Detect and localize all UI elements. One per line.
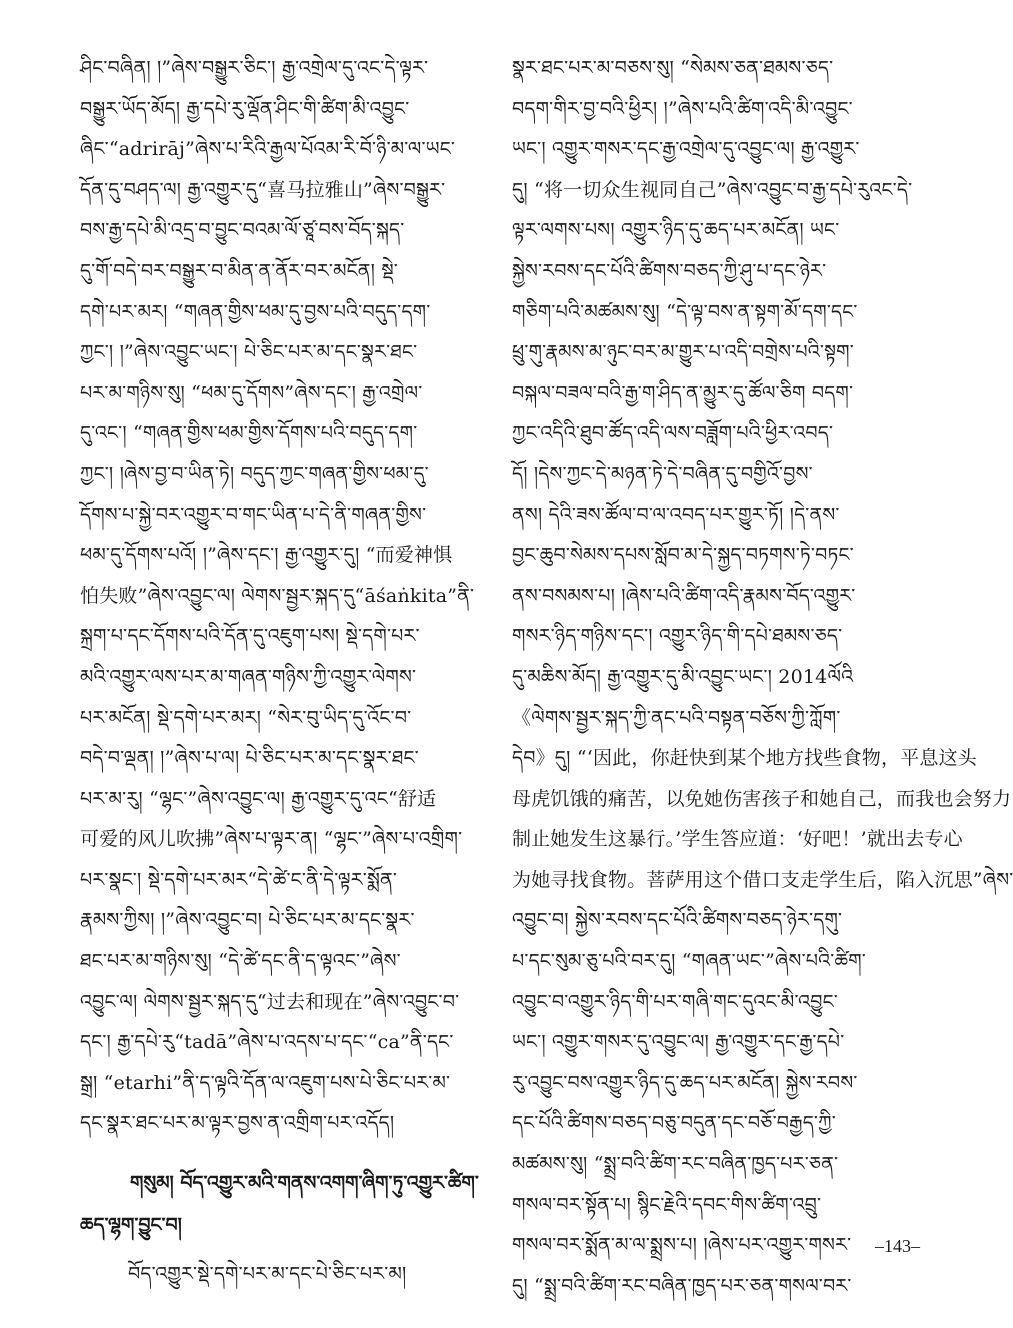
text-line: ཀྱང་། །”ཞེས་འབྱུང་ཡང་། པེ་ཅིང་པར་མ་དང་སྣར་ཐང་ [80, 341, 418, 364]
text-line: པར་མ་རུ། “ལྷང་”ཞེས་འབྱུང་ལ། རྒྱ་འགྱུར་དུ་འང“舒适 [80, 787, 437, 810]
text-line: པ་དང་སུམ་ཅུ་པའི་བར་དུ། “གཞན་ཡང་”ཞེས་པའི་ཚིག་ [512, 950, 866, 973]
text-line: དོགས་པ་སྐྱེ་བར་འགྱུར་བ་གང་ཡིན་པ་དེ་ནི་གཞན་གྱིས་ [80, 503, 427, 526]
text-line: ཡང་། འགྱུར་གསར་དང་རྒྱ་འགྲེལ་དུ་འབྱུང་ལ། རྒྱ་འགྱུར་ [512, 138, 860, 161]
text-line: ཤིང་བཞིན། །”ཞེས་བསྒྱུར་ཅིང་། རྒྱ་འགྲེལ་དུ་འང་དེ་ལྟར་ [80, 57, 429, 79]
text-line: ནས་བསམས་པ། །ཞེས་པའི་ཚིག་འདི་རྣམས་བོད་འགྱུར་ [512, 584, 856, 607]
text-line: 怕失败”ཞེས་འབྱུང་ལ། ལེགས་སྦྱར་སྐད་དུ“āśaṅkita”ནི་ [80, 584, 475, 607]
text-line: གསལ་བར་སྟོན་པ། སྙིང་རྗེའི་དབང་གིས་ཚིག་འབྲུ་ [512, 1193, 822, 1216]
text-line: ཕྲུ་གུ་རྣམས་མ་ཉུང་བར་མ་གྱུར་པ་འདི་བགྲེས་པའི་སྟག་ [512, 341, 854, 364]
text-line: ཆད་ལྷག་བྱུང་བ། [80, 1214, 182, 1237]
page-number: –143– [875, 1236, 920, 1256]
text-line: སྐྲག་པ་དང་དོགས་པའི་དོན་དུ་འཇུག་པས། སྡེ་དགེ་པར་ [80, 625, 420, 648]
text-line: ཕམ་དུ་དོགས་པའོ། །”ཞེས་དང་། རྒྱ་འགྱུར་དུ། “而爱神惧 [80, 544, 453, 567]
text-line: ལྟར་ལགས་པས། འགྱུར་ཉིད་དུ་ཆད་པར་མངོན། ཡང་ [512, 219, 840, 242]
text-line: 为她寻找食物。菩萨用这个借口支走学生后，陷入沉思”ཞེས་ [512, 868, 1013, 891]
text-line: དུ་འང་། “གཞན་གྱིས་ཕམ་གྱིས་དོགས་པའི་བདུད་དག་ [80, 422, 418, 445]
text-line: དང་སྣར་ཐང་པར་མ་ལྟར་བྱས་ན་འགྲིག་པར་འདོད། [80, 1112, 395, 1135]
text-line: སྣར་ཐང་པར་མ་བཅས་སུ། “སེམས་ཅན་ཐམས་ཅད་ [512, 57, 834, 79]
section-body [80, 1254, 488, 1295]
text-line: ཀྱང་། །ཞེས་བྱ་བ་ཡིན་ཏེ། བདུད་ཀྱང་གཞན་གྱིས་ཕམ་དུ་ [80, 462, 429, 485]
text-line: མཚམས་སུ། “སྨྲ་བའི་ཚིག་རང་བཞིན་ཁྱད་པར་ཅན་ [512, 1153, 839, 1176]
text-line: རྣམས་ཀྱིས། །”ཞེས་འབྱུང་བ། པེ་ཅིང་པར་མ་དང་སྣར་ [80, 909, 415, 932]
section-heading [80, 1162, 488, 1246]
text-line: བོད་འགྱུར་སྡེ་དགེ་པར་མ་དང་པེ་ཅིང་པར་མ། [128, 1263, 407, 1286]
text-line: ཐང་པར་མ་གཉིས་སུ། “དེ་ཚེ་དང་ནི་ད་ལྟའང་”ཞེས་ [80, 950, 401, 973]
text-line: དང་པོའི་ཚིགས་བཅད་བཅུ་བདུན་དང་བཅོ་བརྒྱད་ཀྱི་ [512, 1112, 836, 1135]
text-line: དུ་མཆིས་མོད། རྒྱ་འགྱུར་དུ་མི་འབྱུང་ཡང་། 2014ལོའི [512, 665, 854, 688]
text-line: བསྒྱུར་ཡོད་མོད། རྒྱ་དཔེ་རུ་ལྡོན་ཤིང་གི་ཚིག་མི་འབྱུང་ [80, 97, 410, 120]
text-line: བདག་གིར་བྱ་བའི་ཕྱིར། །”ཞེས་པའི་ཚིག་འདི་མི་འབྱུང་ [512, 97, 853, 120]
text-line: དུ། “སྨྲ་བའི་ཚིག་རང་བཞིན་ཁྱད་པར་ཅན་གསལ་བར་ [512, 1274, 852, 1297]
text-line: ནས། དེའི་ཟས་ཚོལ་བ་ལ་འབད་པར་གྱུར་ཏོ། །དེ་ནས་ [512, 503, 840, 526]
text-line: བྱང་ཆུབ་སེམས་དཔས་སློབ་མ་དེ་སྐྱད་བཏགས་ཏེ་བཏང་ [512, 544, 854, 567]
text-line: རུ་འབྱུང་བས་འགྱུར་ཉིད་དུ་ཆད་པར་མངོན། སྐྱེས་རབས་ [512, 1071, 858, 1094]
right-column [512, 48, 1013, 1306]
text-line: 《ལེགས་སྦྱར་སྐད་ཀྱི་ནང་པའི་བསྟན་བཅོས་ཀྱི་ཀློག་ [512, 706, 841, 729]
text-line: བས་རྒྱ་དཔེ་མི་འདྲ་བ་བྱུང་བའམ་ལོ་ཙཱ་བས་བོད་སྐད་ [80, 219, 405, 242]
text-line: ཡང་། འགྱུར་གསར་དུ་འབྱུང་ལ། རྒྱ་འགྱུར་དང་རྒྱ་དཔེ་ [512, 1031, 845, 1054]
text-line: འབྱུང་བ་འགྱུར་ཉིད་གི་པར་གཞི་གང་དུའང་མི་འབྱུང་ [512, 990, 838, 1013]
text-line: པར་མ་གཉིས་སུ། “ཕམ་དུ་དོགས”ཞེས་དང་། རྒྱ་འགྲེལ་ [80, 381, 423, 404]
text-line: འབྱུང་ལ། ལེགས་སྦྱར་སྐད་དུ“过去和现在”ཞེས་འབྱུང་བ་ [80, 990, 460, 1013]
text-line: དང་། རྒྱ་དཔེ་རུ“tadā”ཞེས་པ་འདས་པ་དང་“ca”ནི་དང་ [80, 1031, 454, 1054]
text-line: གསལ་བར་སྨོན་མ་ལ་སྨྲས་པ། །ཞེས་པར་འགྱུར་གསར་ [512, 1234, 852, 1257]
text-line: ཀྱང་འདིའི་ཐུབ་ཚོད་འདི་ལས་བཟློག་པའི་ཕྱིར་འབད་ [512, 422, 834, 445]
text-line: དོན་དུ་བཤད་ལ། རྒྱ་འགྱུར་དུ“喜马拉雅山”ཞེས་བསྒྱུར་ [80, 178, 446, 201]
text-line: འབྱུང་བ། སྐྱེས་རབས་དང་པོའི་ཚིགས་བཅད་ཉེར་དགུ་ [512, 909, 843, 932]
text-line: སྒྲ། “etarhi”ནི་ད་ལྟའི་དོན་ལ་འཇུག་པས་པེ་ཅིང་པར་མ་ [80, 1071, 451, 1094]
text-line: བདེ་བ་ལྡན། །”ཞེས་པ་ལ། པེ་ཅིང་པར་མ་དང་སྣར་ཐང་ [80, 747, 419, 770]
text-line: 母虎饥饿的痛苦，以免她伤害孩子和她自己，而我也会努力 [512, 787, 1012, 810]
text-line: 制止她发生这暴行。’学生答应道：‘好吧！’就出去专心 [512, 828, 963, 851]
text-line: གསུམ། བོད་འགྱུར་མའི་གནས་འགག་ཞིག་ཏུ་འགྱུར་ཚིག་ [130, 1172, 479, 1195]
text-line: པར་སྣང་། སྡེ་དགེ་པར་མར“དེ་ཚེ་ང་ནི་དེ་ལྟར་སྨོན་ [80, 868, 398, 891]
text-line: དུ་གོ་བདེ་བར་བསྒྱུར་བ་མིན་ན་ནོར་བར་མངོན། སྡེ་ [80, 259, 398, 282]
text-line: དུ། “将一切众生视同自己”ཞེས་འབྱུང་བ་རྒྱ་དཔེ་རུའང་དེ་ [512, 178, 913, 201]
text-line: གཅིག་པའི་མཚམས་སུ། “དེ་ལྟ་བས་ན་སྟག་མོ་དག་དང་ [512, 300, 858, 323]
text-line: དེབ》དུ། “‘因此，你赶快到某个地方找些食物，平息这头 [512, 747, 977, 770]
text-line: སྐྱེས་རབས་དང་པོའི་ཚིགས་བཅད་ཀྱི་ཤུ་པ་དང་ཉེར་ [512, 259, 827, 282]
text-line: དོ། །དེས་ཀྱང་དེ་མཉན་ཏེ་དེ་བཞིན་དུ་བགྱིའོ་བྱས་ [512, 462, 813, 485]
text-line: བསྐལ་བཟལ་བའི་རྒྱ་ག་ཤིད་ན་མྱུར་དུ་ཚོལ་ཅིག བདག་ [512, 381, 854, 404]
text-line: མའི་འགྱུར་ལས་པར་མ་གཞན་གཉིས་ཀྱི་འགྱུར་ལེགས་ [80, 665, 417, 688]
right-paragraph [512, 48, 1013, 1306]
text-line: གསར་ཉིད་གཉིས་དང་། འགྱུར་ཉིད་གི་དཔེ་ཐམས་ཅད་ [512, 625, 843, 648]
text-line: 可爱的风儿吹拂”ཞེས་པ་ལྟར་ན། “ལྷང་”ཞེས་པ་འགྲིག་ [80, 828, 463, 851]
text-line: པར་མངོན། སྡེ་དགེ་པར་མར། “སེར་བུ་ཡིད་དུ་འོང་བ་ [80, 706, 412, 729]
left-paragraph [80, 48, 488, 1144]
left-column [80, 48, 488, 1295]
text-line: དགེ་པར་མར། “གཞན་གྱིས་ཕམ་དུ་བྱས་པའི་བདུད་དག་ [80, 300, 431, 323]
text-line: ཞིང་“adrirāj”ཞེས་པ་རིའི་རྒྱལ་པོའམ་རི་བོ་ཉི་མ་ལ་ཡང་ [80, 138, 456, 161]
